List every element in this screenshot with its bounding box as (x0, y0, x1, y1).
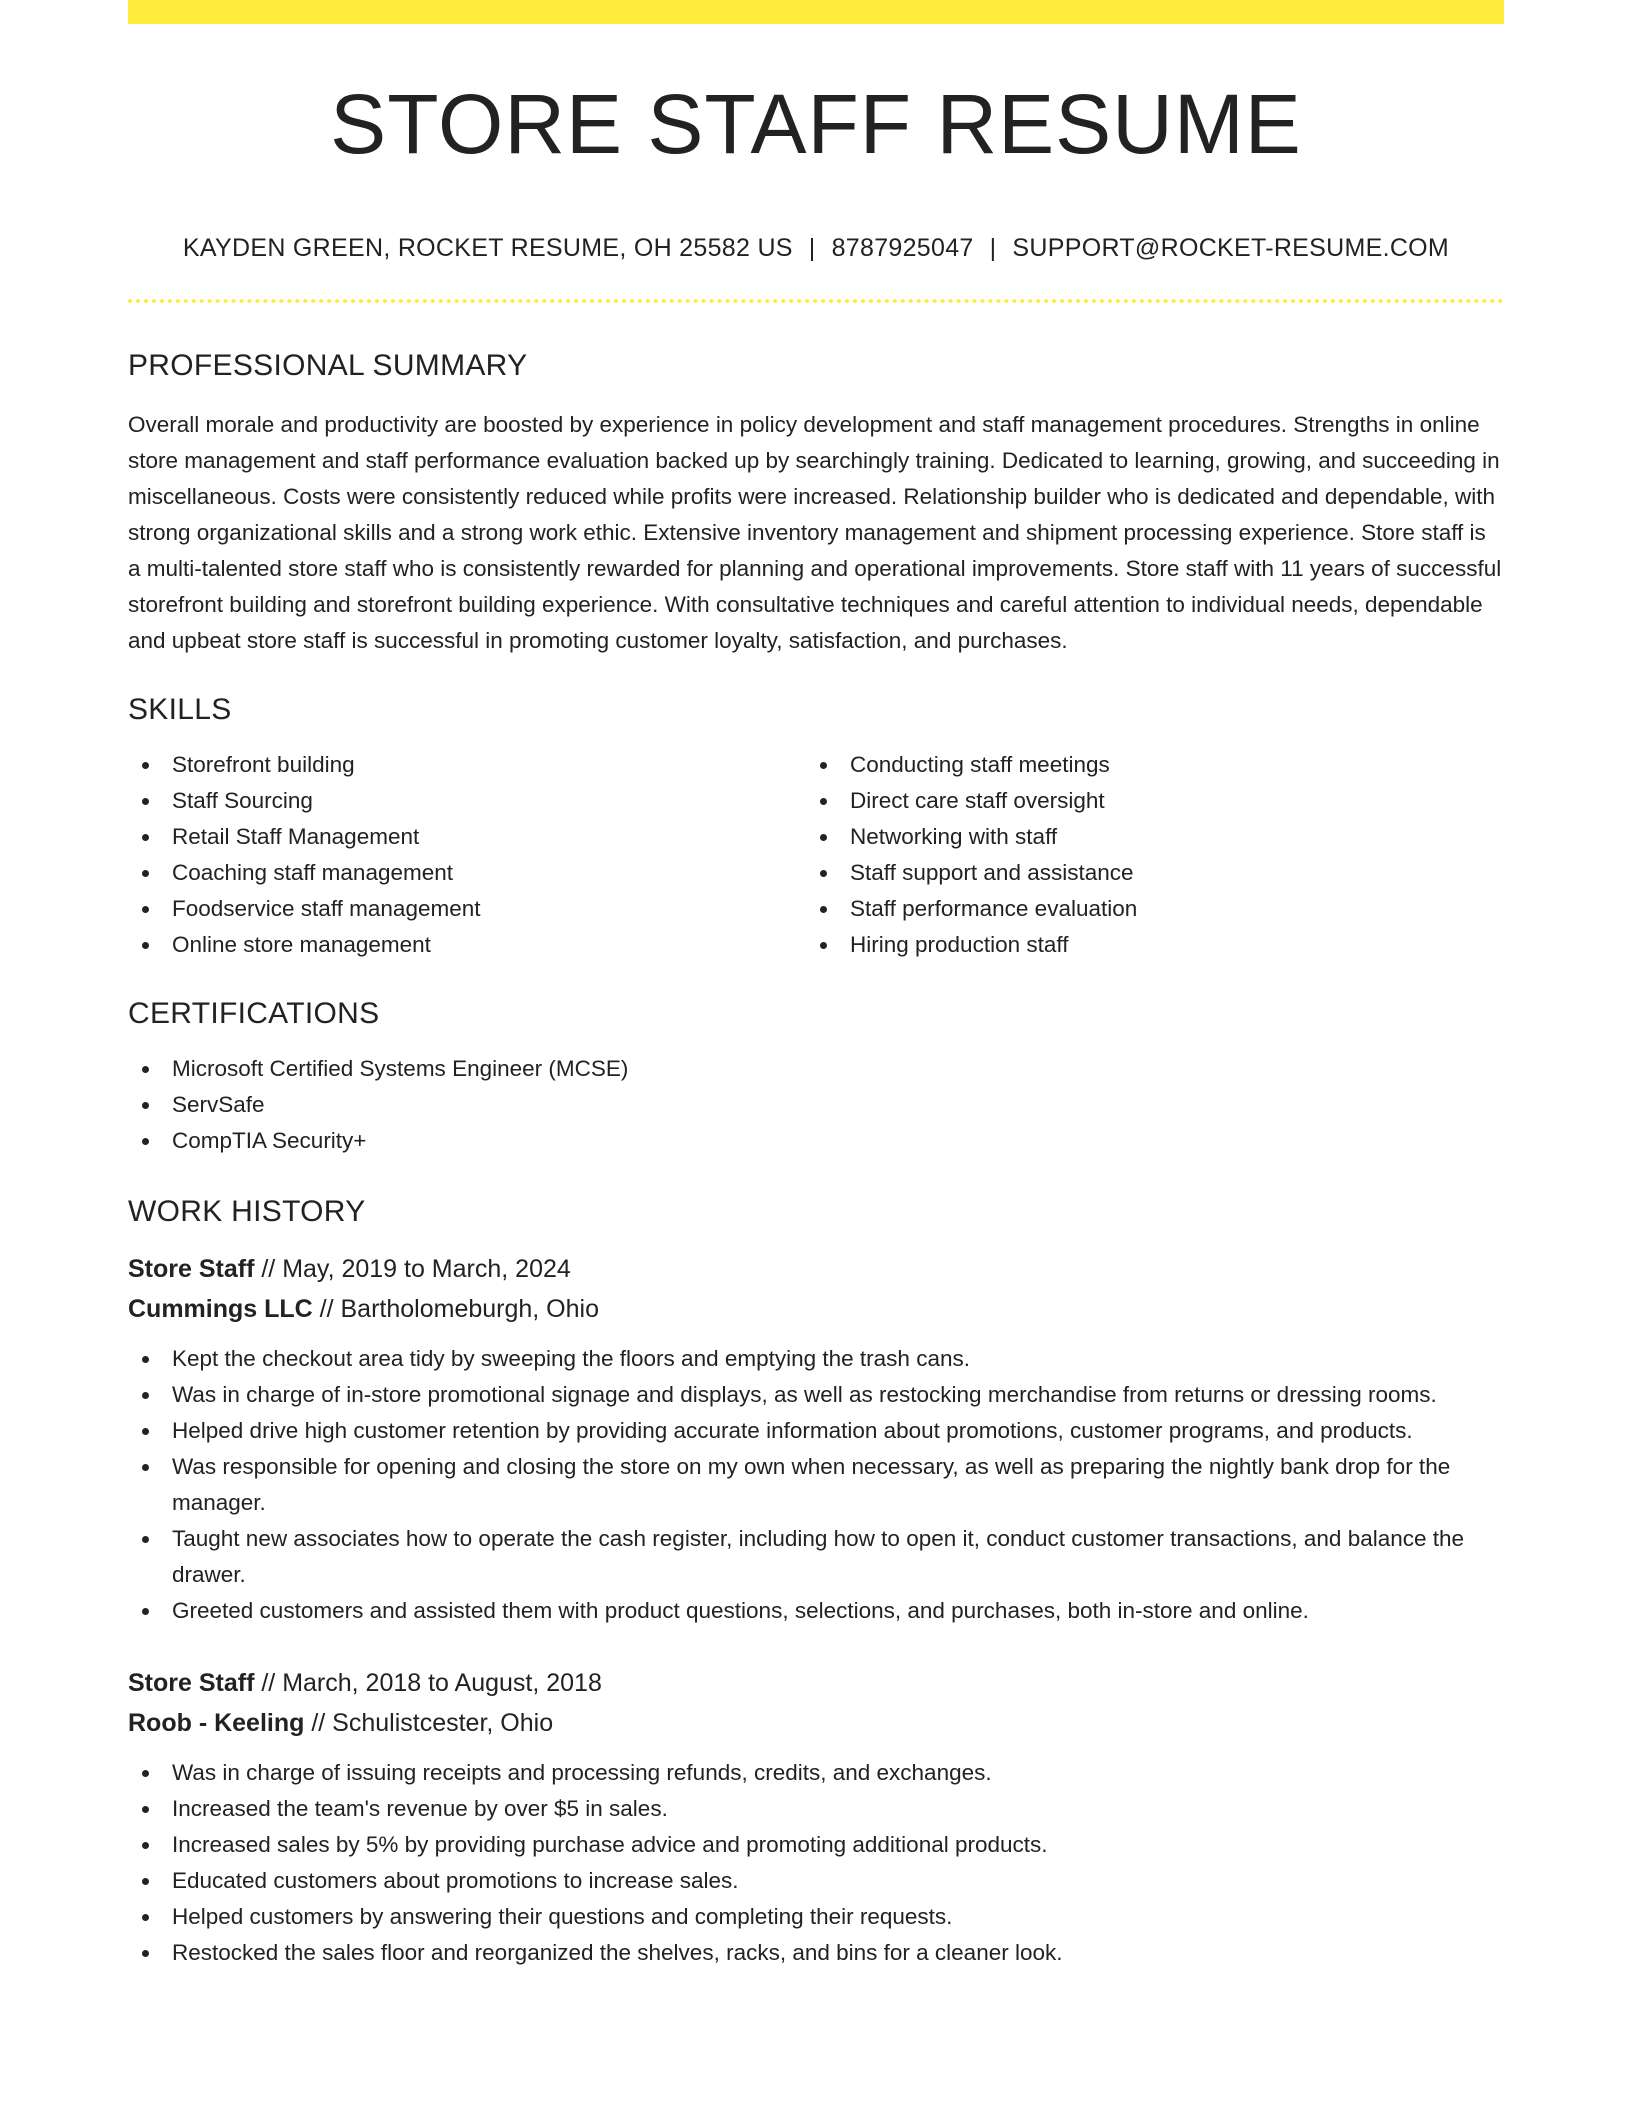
bullet-icon (142, 762, 149, 769)
job-location: // Bartholomeburgh, Ohio (312, 1295, 599, 1323)
skill-label: Coaching staff management (172, 860, 454, 885)
bullet-icon (142, 942, 149, 949)
job-bullet (128, 1449, 1504, 1521)
skills-column-left (128, 747, 806, 963)
job-bullet (128, 1863, 1504, 1899)
certification-item (128, 1123, 1504, 1159)
job-bullet-text: Helped customers by answering their questions and completing their requests. (172, 1904, 953, 1929)
job-entry (128, 1663, 1504, 1971)
skill-label: Staff support and assistance (850, 860, 1134, 885)
certifications-list (128, 1051, 1504, 1159)
skill-label: Direct care staff oversight (850, 788, 1105, 813)
contact-line (128, 236, 1504, 261)
contact-email[interactable]: SUPPORT@ROCKET-RESUME.COM (1012, 234, 1450, 262)
skill-label: Staff Sourcing (172, 788, 313, 813)
bullet-icon (820, 870, 827, 877)
bullet-icon (142, 798, 149, 805)
job-bullet-text: Was in charge of issuing receipts and processing refunds, credits, and exchanges. (172, 1760, 992, 1785)
bullet-icon (142, 1770, 149, 1777)
skill-item (806, 783, 1484, 819)
skill-item (806, 819, 1484, 855)
bullet-icon (142, 1066, 149, 1073)
bullet-icon (142, 1914, 149, 1921)
job-bullet-text: Was in charge of in-store promotional signage and displays, as well as restocking merchandise from returns or dressing rooms. (172, 1382, 1437, 1407)
skills-column-right (806, 747, 1484, 963)
job-entry (128, 1249, 1504, 1629)
bullet-icon (820, 942, 827, 949)
bullet-icon (142, 1806, 149, 1813)
work-history-section (128, 1197, 1504, 1971)
skill-item (128, 855, 806, 891)
bullet-icon (142, 906, 149, 913)
dotted-divider (128, 299, 1504, 303)
skill-label: Hiring production staff (850, 932, 1069, 957)
skill-label: Conducting staff meetings (850, 752, 1110, 777)
skill-item (806, 855, 1484, 891)
certification-label: ServSafe (172, 1092, 265, 1117)
skill-label: Foodservice staff management (172, 896, 481, 921)
skill-item (128, 927, 806, 963)
job-bullet (128, 1377, 1504, 1413)
job-bullet (128, 1827, 1504, 1863)
job-bullet-text: Taught new associates how to operate the cash register, including how to open it, conduct customer transactions, and balance the drawer. (172, 1526, 1465, 1587)
bullet-icon (142, 834, 149, 841)
job-bullet (128, 1899, 1504, 1935)
job-bullet-text: Kept the checkout area tidy by sweeping the floors and emptying the trash cans. (172, 1346, 970, 1371)
skill-item (128, 747, 806, 783)
skill-label: Staff performance evaluation (850, 896, 1138, 921)
job-bullet-text: Greeted customers and assisted them with product questions, selections, and purchases, both in-store and online. (172, 1598, 1309, 1623)
job-company: Cummings LLC (128, 1295, 313, 1323)
job-title-line (128, 1249, 1504, 1289)
job-bullet (128, 1413, 1504, 1449)
contact-separator: | (808, 234, 816, 262)
job-bullet-text: Helped drive high customer retention by providing accurate information about promotions, customer programs, and products. (172, 1418, 1413, 1443)
job-bullet (128, 1755, 1504, 1791)
job-bullet (128, 1935, 1504, 1971)
job-dates: // March, 2018 to August, 2018 (254, 1669, 602, 1697)
certification-item (128, 1087, 1504, 1123)
job-bullet-text: Educated customers about promotions to increase sales. (172, 1868, 739, 1893)
skill-item (128, 819, 806, 855)
job-bullets (128, 1755, 1504, 1971)
job-bullet (128, 1791, 1504, 1827)
bullet-icon (142, 1878, 149, 1885)
bullet-icon (142, 1536, 149, 1543)
skill-item (806, 747, 1484, 783)
skill-label: Storefront building (172, 752, 355, 777)
bullet-icon (142, 1608, 149, 1615)
job-bullet-text: Was responsible for opening and closing the store on my own when necessary, as well as preparing the nightly bank drop for the manager. (172, 1454, 1451, 1515)
job-location: // Schulistcester, Ohio (304, 1709, 554, 1737)
job-bullets (128, 1341, 1504, 1629)
job-bullet-text: Increased the team's revenue by over $5 in sales. (172, 1796, 668, 1821)
bullet-icon (820, 762, 827, 769)
certification-item (128, 1051, 1504, 1087)
skills-section (128, 695, 1504, 963)
certifications-section (128, 999, 1504, 1159)
bullet-icon (142, 1950, 149, 1957)
skill-label: Retail Staff Management (172, 824, 420, 849)
bullet-icon (142, 1464, 149, 1471)
job-bullet (128, 1341, 1504, 1377)
skill-item (806, 927, 1484, 963)
job-dates: // May, 2019 to March, 2024 (254, 1255, 571, 1283)
skills-grid (128, 747, 1504, 963)
bullet-icon (142, 1138, 149, 1145)
skill-item (128, 891, 806, 927)
bullet-icon (820, 906, 827, 913)
job-company: Roob - Keeling (128, 1709, 305, 1737)
bullet-icon (142, 1356, 149, 1363)
bullet-icon (142, 1392, 149, 1399)
skill-label: Online store management (172, 932, 431, 957)
skill-item (128, 783, 806, 819)
contact-separator: | (989, 234, 997, 262)
certifications-heading: CERTIFICATIONS (128, 997, 380, 1030)
job-company-line (128, 1289, 1504, 1329)
skill-label: Networking with staff (850, 824, 1058, 849)
job-title: Store Staff (128, 1255, 255, 1283)
job-bullet (128, 1593, 1504, 1629)
bullet-icon (820, 798, 827, 805)
skill-item (806, 891, 1484, 927)
job-title-line (128, 1663, 1504, 1703)
work-history-heading: WORK HISTORY (128, 1195, 366, 1228)
skills-heading: SKILLS (128, 693, 232, 726)
job-bullet-text: Restocked the sales floor and reorganized the shelves, racks, and bins for a cleaner look. (172, 1940, 1063, 1965)
contact-phone: 8787925047 (831, 234, 974, 262)
top-accent-bar (128, 0, 1504, 24)
job-bullet-text: Increased sales by 5% by providing purchase advice and promoting additional products. (172, 1832, 1048, 1857)
certification-label: CompTIA Security+ (172, 1128, 367, 1153)
bullet-icon (142, 1102, 149, 1109)
summary-text: Overall morale and productivity are boosted by experience in policy development and staff management procedures. Strengths in online store management and staff performance evaluation backed up by searchingly training. Dedicated to learning, growing, and succeeding in miscellaneous. Costs were consistently reduced while profits were increased. Relationship builder who is dedicated and dependable, with strong organizational skills and a strong work ethic. Extensive inventory management and shipment processing experience. Store staff is a multi-talented store staff who is consistently rewarded for planning and operational improvements. Store staff with 11 years of successful storefront building and storefront building experience. With consultative techniques and careful attention to individual needs, dependable and upbeat store staff is successful in promoting customer loyalty, satisfaction, and purchases. (128, 412, 1502, 653)
job-title: Store Staff (128, 1669, 255, 1697)
bullet-icon (820, 834, 827, 841)
job-company-line (128, 1703, 1504, 1743)
bullet-icon (142, 1428, 149, 1435)
bullet-icon (142, 870, 149, 877)
summary-heading: PROFESSIONAL SUMMARY (128, 349, 528, 382)
contact-address: KAYDEN GREEN, ROCKET RESUME, OH 25582 US (182, 234, 793, 262)
resume-page (128, 0, 1504, 1971)
certification-label: Microsoft Certified Systems Engineer (MCSE) (172, 1056, 629, 1081)
summary-section (128, 351, 1504, 659)
bullet-icon (142, 1842, 149, 1849)
page-title: STORE STAFF RESUME (330, 77, 1302, 171)
job-bullet (128, 1521, 1504, 1593)
